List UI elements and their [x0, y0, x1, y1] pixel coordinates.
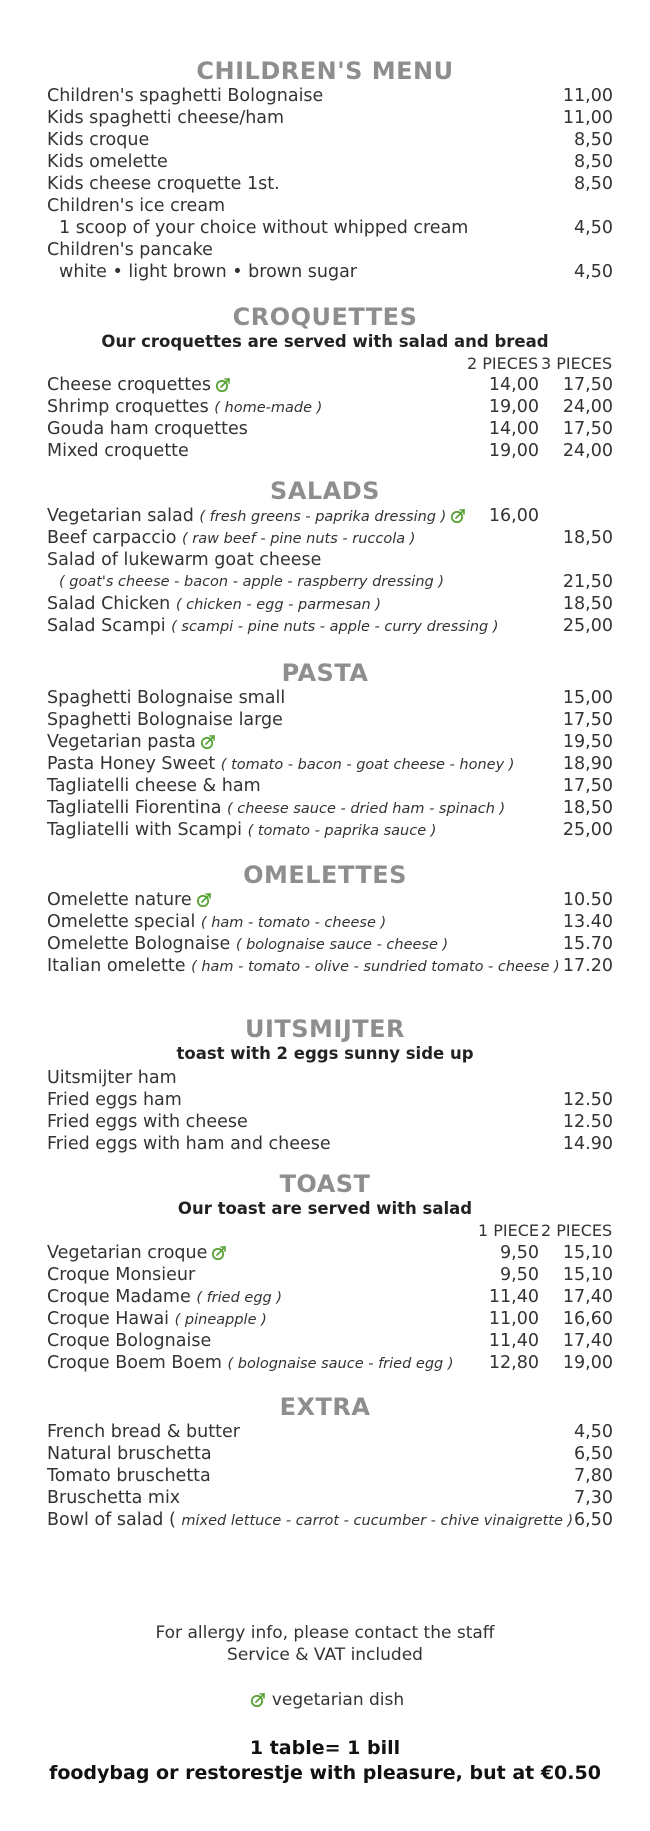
leaf-icon [250, 1692, 266, 1708]
menu-item: Vegetarian salad ( fresh greens - paprika dressing ) 16,00 [47, 506, 539, 526]
menu-item: Tomato bruschetta 7,80 [47, 1466, 613, 1486]
menu-item: Cheese croquettes 14,00 17,50 [47, 375, 613, 395]
menu-item: Tagliatelli cheese & ham 17,50 [47, 776, 613, 796]
menu-item: ( goat's cheese - bacon - apple - raspberry dressing ) 21,50 [59, 572, 613, 592]
menu-item: Croque Hawai ( pineapple ) 11,00 16,60 [47, 1309, 613, 1329]
leaf-icon [196, 892, 212, 908]
menu-item: Mixed croquette 19,00 24,00 [47, 441, 613, 461]
foodybag-note: foodybag or restorestje with pleasure, but at €0.50 [49, 1762, 601, 1784]
menu-item: Fried eggs with cheese 12.50 [47, 1112, 613, 1132]
menu-item: Italian omelette ( ham - tomato - olive - sundried tomato - cheese ) 17.20 [47, 956, 613, 976]
menu-item: Pasta Honey Sweet ( tomato - bacon - goat cheese - honey ) 18,90 [47, 754, 613, 774]
veg-legend: vegetarian dish [0, 1690, 650, 1710]
croquettes-subtitle: Our croquettes are served with salad and bread [101, 332, 549, 351]
omelettes-title: OMELETTES [243, 861, 407, 889]
menu-item: Gouda ham croquettes 14,00 17,50 [47, 419, 613, 439]
menu-item: Children's spaghetti Bolognaise 11,00 [47, 86, 613, 106]
menu-item: Bowl of salad ( mixed lettuce - carrot - cucumber - chive vinaigrette ) 6,50 [47, 1510, 613, 1530]
menu-item: Uitsmijter ham [47, 1068, 177, 1088]
menu-item: Kids omelette 8,50 [47, 152, 613, 172]
menu-item: Omelette special ( ham - tomato - cheese ) 13.40 [47, 912, 613, 932]
col-header-1-piece: 1 PIECE [478, 1221, 540, 1240]
menu-item: Tagliatelli Fiorentina ( cheese sauce - dried ham - spinach ) 18,50 [47, 798, 613, 818]
menu-item: 1 scoop of your choice without whipped cream 4,50 [59, 218, 613, 238]
leaf-icon [215, 377, 231, 393]
menu-item: Kids spaghetti cheese/ham 11,00 [47, 108, 613, 128]
menu-item: Salad of lukewarm goat cheese [47, 550, 322, 570]
menu-item: Salad Chicken ( chicken - egg - parmesan ) 18,50 [47, 594, 613, 614]
toast-subtitle: Our toast are served with salad [177, 1199, 473, 1218]
menu-item: Croque Boem Boem ( bolognaise sauce - fried egg ) 12,80 19,00 [47, 1353, 613, 1373]
menu-item: Vegetarian pasta 19,50 [47, 732, 613, 752]
menu-item: Tagliatelli with Scampi ( tomato - paprika sauce ) 25,00 [47, 820, 613, 840]
leaf-icon [211, 1245, 227, 1261]
menu-item: Fried eggs with ham and cheese 14.90 [47, 1134, 613, 1154]
col-header-3-pieces: 3 PIECES [541, 354, 613, 373]
menu-item: Spaghetti Bolognaise small 15,00 [47, 688, 613, 708]
allergy-info: For allergy info, please contact the staff [155, 1623, 495, 1643]
menu-item: Salad Scampi ( scampi - pine nuts - apple - curry dressing ) 25,00 [47, 616, 613, 636]
menu-item: Shrimp croquettes ( home-made ) 19,00 24,00 [47, 397, 613, 417]
leaf-icon [200, 734, 216, 750]
pasta-title: PASTA [281, 659, 369, 687]
menu-item: Croque Madame ( fried egg ) 11,40 17,40 [47, 1287, 613, 1307]
menu-item: Omelette Bolognaise ( bolognaise sauce - cheese ) 15.70 [47, 934, 613, 954]
menu-item: Croque Bolognaise 11,40 17,40 [47, 1331, 613, 1351]
croquettes-title: CROQUETTES [232, 303, 418, 331]
menu-item: Spaghetti Bolognaise large 17,50 [47, 710, 613, 730]
toast-title: TOAST [279, 1170, 371, 1198]
menu-item: white • light brown • brown sugar 4,50 [59, 262, 613, 282]
leaf-icon [450, 508, 466, 524]
col-header-2-pieces: 2 PIECES [467, 354, 539, 373]
children-menu-title: CHILDREN'S MENU [196, 57, 454, 85]
menu-item: Children's ice cream [47, 196, 226, 216]
menu-item: Children's pancake [47, 240, 213, 260]
col-header-2-pieces: 2 PIECES [541, 1221, 613, 1240]
menu-item: Croque Monsieur 9,50 15,10 [47, 1265, 613, 1285]
menu-item: Omelette nature 10.50 [47, 890, 613, 910]
menu-item: Kids cheese croquette 1st. 8,50 [47, 174, 613, 194]
bill-note: 1 table= 1 bill [249, 1737, 401, 1759]
menu-item: Beef carpaccio ( raw beef - pine nuts - ruccola ) 18,50 [47, 528, 613, 548]
menu-item: Natural bruschetta 6,50 [47, 1444, 613, 1464]
extra-title: EXTRA [279, 1393, 371, 1421]
menu-item: Vegetarian croque 9,50 15,10 [47, 1243, 613, 1263]
menu-item: Kids croque 8,50 [47, 130, 613, 150]
menu-item: Bruschetta mix 7,30 [47, 1488, 613, 1508]
menu-item: Fried eggs ham 12.50 [47, 1090, 613, 1110]
menu-item: French bread & butter 4,50 [47, 1422, 613, 1442]
uitsmijter-title: UITSMIJTER [244, 1015, 406, 1043]
salads-title: SALADS [270, 477, 380, 505]
service-info: Service & VAT included [227, 1645, 423, 1665]
uitsmijter-subtitle: toast with 2 eggs sunny side up [176, 1044, 474, 1063]
